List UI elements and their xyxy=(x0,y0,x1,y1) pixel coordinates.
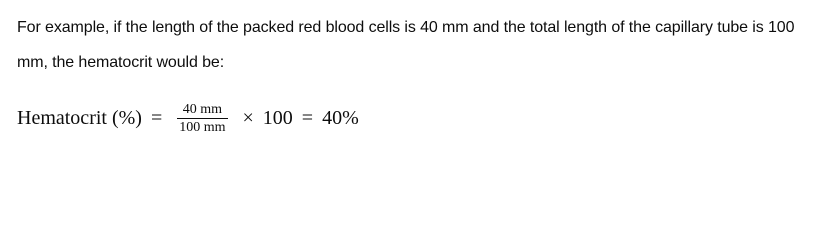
times-sign: × xyxy=(242,106,254,129)
result-value: 40% xyxy=(322,106,359,129)
fraction-denominator: 100 mm xyxy=(179,119,226,135)
equals-sign: = xyxy=(150,106,163,129)
fraction xyxy=(177,102,227,135)
hematocrit-equation xyxy=(17,95,359,141)
multiplier-value: 100 xyxy=(262,106,293,129)
equation-lhs: Hematocrit (%) xyxy=(17,106,142,129)
equals-sign-result: = xyxy=(301,106,314,129)
example-paragraph: For example, if the length of the packed red blood cells is 40 mm and the total length of the capillary tube is 100 mm, the hematocrit would be: xyxy=(17,19,795,71)
fraction-numerator: 40 mm xyxy=(182,101,223,117)
